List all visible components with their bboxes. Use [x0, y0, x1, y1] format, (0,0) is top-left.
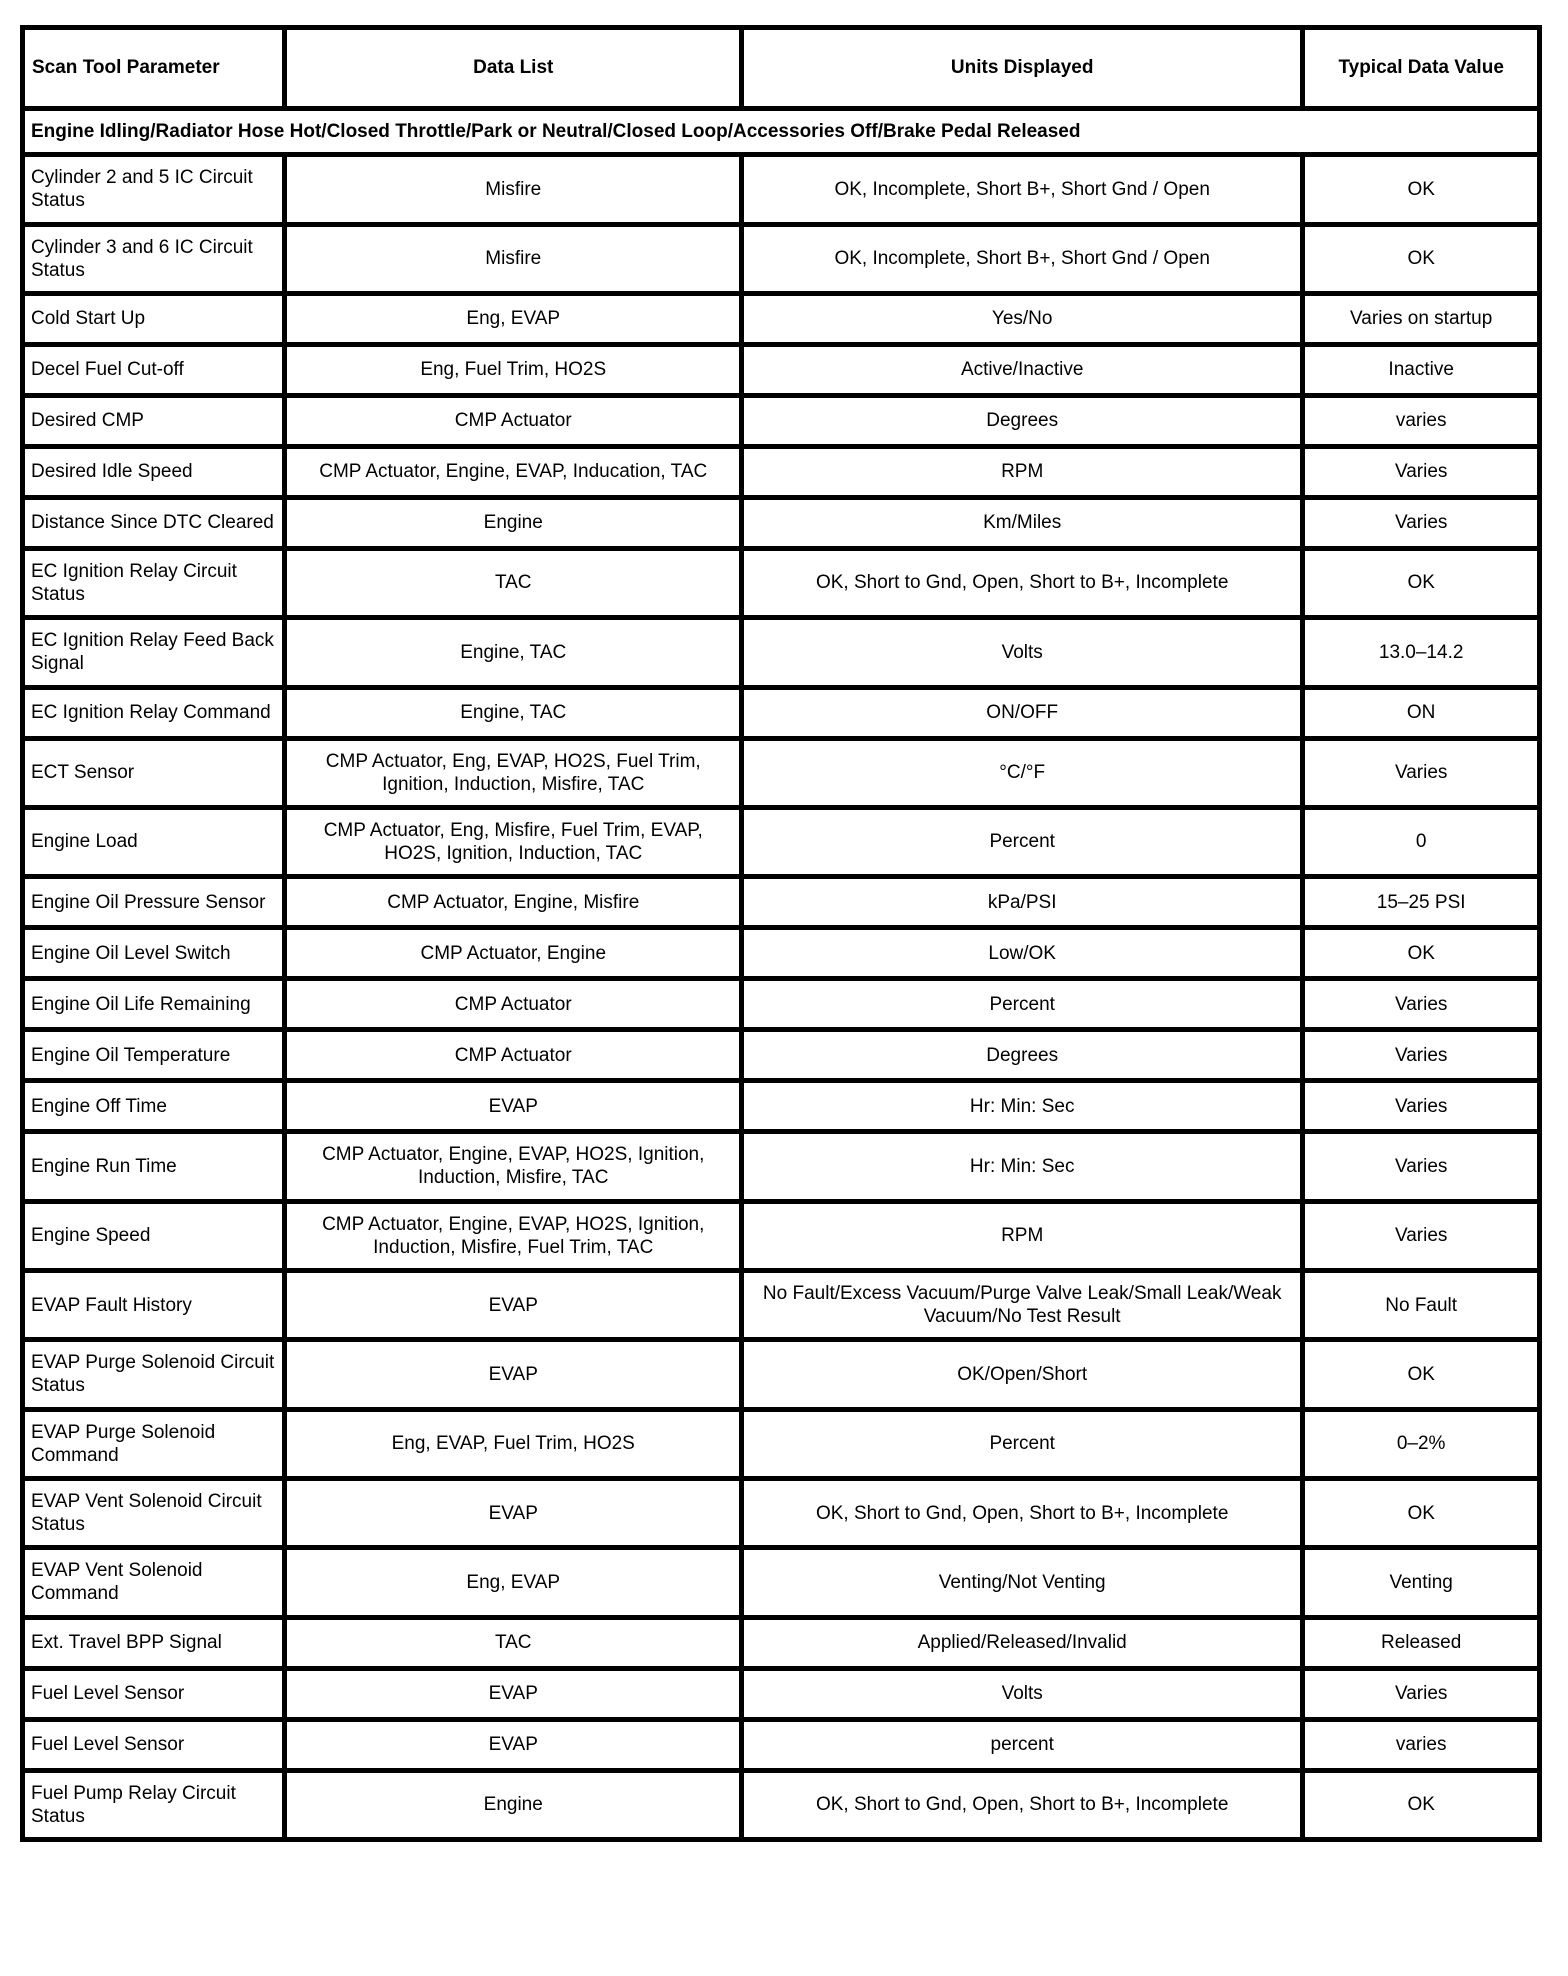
- units-displayed-cell: OK/Open/Short: [742, 1340, 1303, 1409]
- units-displayed-cell: °C/°F: [742, 738, 1303, 807]
- table-row: [23, 344, 1540, 395]
- table-row: [23, 1719, 1540, 1770]
- data-list-cell: EVAP: [285, 1478, 742, 1547]
- table-header-row: [23, 28, 1540, 109]
- typical-data-value-cell: 0–2%: [1303, 1409, 1540, 1478]
- data-list-cell: CMP Actuator, Engine, EVAP, HO2S, Ignition, Induction, Misfire, Fuel Trim, TAC: [285, 1201, 742, 1270]
- table-row: [23, 224, 1540, 293]
- parameter-name-cell: EVAP Fault History: [23, 1270, 285, 1339]
- table-row: [23, 1409, 1540, 1478]
- data-list-cell: Engine, TAC: [285, 687, 742, 738]
- data-list-cell: CMP Actuator: [285, 1030, 742, 1081]
- parameter-name-cell: Engine Oil Pressure Sensor: [23, 877, 285, 928]
- units-displayed-cell: Km/Miles: [742, 497, 1303, 548]
- typical-data-value-cell: Varies: [1303, 979, 1540, 1030]
- units-displayed-cell: Active/Inactive: [742, 344, 1303, 395]
- data-list-cell: EVAP: [285, 1340, 742, 1409]
- parameter-name-cell: Fuel Level Sensor: [23, 1719, 285, 1770]
- units-displayed-cell: Volts: [742, 618, 1303, 687]
- data-list-cell: CMP Actuator, Engine, EVAP, HO2S, Ignition, Induction, Misfire, TAC: [285, 1132, 742, 1201]
- parameter-name-cell: Desired CMP: [23, 395, 285, 446]
- typical-data-value-cell: Varies: [1303, 1201, 1540, 1270]
- parameter-name-cell: EVAP Purge Solenoid Command: [23, 1409, 285, 1478]
- column-header-scan-tool-parameter: Scan Tool Parameter: [23, 28, 285, 109]
- column-header-units-displayed: Units Displayed: [742, 28, 1303, 109]
- units-displayed-cell: RPM: [742, 1201, 1303, 1270]
- data-list-cell: Eng, Fuel Trim, HO2S: [285, 344, 742, 395]
- parameter-name-cell: Decel Fuel Cut-off: [23, 344, 285, 395]
- table-row: [23, 877, 1540, 928]
- parameter-name-cell: Engine Oil Level Switch: [23, 928, 285, 979]
- table-row: [23, 687, 1540, 738]
- units-displayed-cell: No Fault/Excess Vacuum/Purge Valve Leak/Small Leak/Weak Vacuum/No Test Result: [742, 1270, 1303, 1339]
- units-displayed-cell: Yes/No: [742, 293, 1303, 344]
- table-row: [23, 446, 1540, 497]
- data-list-cell: Misfire: [285, 224, 742, 293]
- data-list-cell: TAC: [285, 1617, 742, 1668]
- typical-data-value-cell: varies: [1303, 1719, 1540, 1770]
- data-list-cell: Engine, TAC: [285, 618, 742, 687]
- parameter-name-cell: EVAP Vent Solenoid Circuit Status: [23, 1478, 285, 1547]
- table-row: [23, 1668, 1540, 1719]
- table-row: [23, 548, 1540, 617]
- table-row: [23, 1270, 1540, 1339]
- typical-data-value-cell: Venting: [1303, 1548, 1540, 1617]
- typical-data-value-cell: Inactive: [1303, 344, 1540, 395]
- table-row: [23, 395, 1540, 446]
- units-displayed-cell: OK, Incomplete, Short B+, Short Gnd / Open: [742, 155, 1303, 224]
- units-displayed-cell: percent: [742, 1719, 1303, 1770]
- typical-data-value-cell: varies: [1303, 395, 1540, 446]
- data-list-cell: EVAP: [285, 1719, 742, 1770]
- units-displayed-cell: Hr: Min: Sec: [742, 1132, 1303, 1201]
- units-displayed-cell: Percent: [742, 979, 1303, 1030]
- column-header-data-list: Data List: [285, 28, 742, 109]
- parameter-name-cell: EC Ignition Relay Command: [23, 687, 285, 738]
- table-row: [23, 807, 1540, 876]
- units-displayed-cell: Hr: Min: Sec: [742, 1081, 1303, 1132]
- table-row: [23, 1081, 1540, 1132]
- typical-data-value-cell: Varies: [1303, 738, 1540, 807]
- test-condition-text: Engine Idling/Radiator Hose Hot/Closed Throttle/Park or Neutral/Closed Loop/Accessories Off/Brake Pedal Released: [23, 109, 1540, 155]
- column-header-typical-data-value: Typical Data Value: [1303, 28, 1540, 109]
- typical-data-value-cell: Varies: [1303, 497, 1540, 548]
- typical-data-value-cell: OK: [1303, 1340, 1540, 1409]
- units-displayed-cell: OK, Short to Gnd, Open, Short to B+, Incomplete: [742, 548, 1303, 617]
- data-list-cell: Eng, EVAP: [285, 1548, 742, 1617]
- scan-tool-parameter-table: [20, 25, 1542, 1842]
- parameter-name-cell: Cylinder 2 and 5 IC Circuit Status: [23, 155, 285, 224]
- condition-row: [23, 109, 1540, 155]
- units-displayed-cell: Venting/Not Venting: [742, 1548, 1303, 1617]
- parameter-name-cell: Fuel Level Sensor: [23, 1668, 285, 1719]
- parameter-name-cell: Cylinder 3 and 6 IC Circuit Status: [23, 224, 285, 293]
- data-list-cell: EVAP: [285, 1081, 742, 1132]
- units-displayed-cell: Degrees: [742, 395, 1303, 446]
- data-list-cell: TAC: [285, 548, 742, 617]
- units-displayed-cell: kPa/PSI: [742, 877, 1303, 928]
- parameter-name-cell: Engine Oil Life Remaining: [23, 979, 285, 1030]
- parameter-name-cell: Engine Speed: [23, 1201, 285, 1270]
- table-row: [23, 618, 1540, 687]
- data-list-cell: Eng, EVAP, Fuel Trim, HO2S: [285, 1409, 742, 1478]
- units-displayed-cell: Applied/Released/Invalid: [742, 1617, 1303, 1668]
- parameter-name-cell: Engine Load: [23, 807, 285, 876]
- data-list-cell: Engine: [285, 1770, 742, 1839]
- units-displayed-cell: Degrees: [742, 1030, 1303, 1081]
- typical-data-value-cell: OK: [1303, 1770, 1540, 1839]
- data-list-cell: CMP Actuator, Engine, Misfire: [285, 877, 742, 928]
- data-list-cell: CMP Actuator, Eng, Misfire, Fuel Trim, EVAP, HO2S, Ignition, Induction, TAC: [285, 807, 742, 876]
- data-list-cell: Misfire: [285, 155, 742, 224]
- parameter-name-cell: EVAP Vent Solenoid Command: [23, 1548, 285, 1617]
- typical-data-value-cell: OK: [1303, 928, 1540, 979]
- typical-data-value-cell: OK: [1303, 1478, 1540, 1547]
- table-row: [23, 928, 1540, 979]
- parameter-name-cell: ECT Sensor: [23, 738, 285, 807]
- parameter-name-cell: EC Ignition Relay Circuit Status: [23, 548, 285, 617]
- data-list-cell: Eng, EVAP: [285, 293, 742, 344]
- units-displayed-cell: Low/OK: [742, 928, 1303, 979]
- data-list-cell: CMP Actuator: [285, 979, 742, 1030]
- table-row: [23, 1201, 1540, 1270]
- table-row: [23, 738, 1540, 807]
- table-row: [23, 497, 1540, 548]
- data-list-cell: CMP Actuator, Engine: [285, 928, 742, 979]
- units-displayed-cell: Percent: [742, 807, 1303, 876]
- table-row: [23, 1770, 1540, 1839]
- typical-data-value-cell: OK: [1303, 155, 1540, 224]
- units-displayed-cell: OK, Short to Gnd, Open, Short to B+, Incomplete: [742, 1478, 1303, 1547]
- units-displayed-cell: OK, Incomplete, Short B+, Short Gnd / Open: [742, 224, 1303, 293]
- units-displayed-cell: Percent: [742, 1409, 1303, 1478]
- table-row: [23, 1030, 1540, 1081]
- typical-data-value-cell: Varies: [1303, 1132, 1540, 1201]
- data-list-cell: Engine: [285, 497, 742, 548]
- parameter-name-cell: EVAP Purge Solenoid Circuit Status: [23, 1340, 285, 1409]
- parameter-name-cell: EC Ignition Relay Feed Back Signal: [23, 618, 285, 687]
- typical-data-value-cell: Varies: [1303, 1668, 1540, 1719]
- typical-data-value-cell: No Fault: [1303, 1270, 1540, 1339]
- units-displayed-cell: Volts: [742, 1668, 1303, 1719]
- parameter-name-cell: Fuel Pump Relay Circuit Status: [23, 1770, 285, 1839]
- parameter-name-cell: Desired Idle Speed: [23, 446, 285, 497]
- parameter-name-cell: Engine Off Time: [23, 1081, 285, 1132]
- data-list-cell: CMP Actuator, Eng, EVAP, HO2S, Fuel Trim, Ignition, Induction, Misfire, TAC: [285, 738, 742, 807]
- typical-data-value-cell: 0: [1303, 807, 1540, 876]
- parameter-name-cell: Engine Run Time: [23, 1132, 285, 1201]
- typical-data-value-cell: Varies: [1303, 446, 1540, 497]
- table-row: [23, 1132, 1540, 1201]
- units-displayed-cell: OK, Short to Gnd, Open, Short to B+, Incomplete: [742, 1770, 1303, 1839]
- parameter-name-cell: Ext. Travel BPP Signal: [23, 1617, 285, 1668]
- data-list-cell: EVAP: [285, 1668, 742, 1719]
- table-row: [23, 293, 1540, 344]
- units-displayed-cell: ON/OFF: [742, 687, 1303, 738]
- typical-data-value-cell: Released: [1303, 1617, 1540, 1668]
- typical-data-value-cell: OK: [1303, 548, 1540, 617]
- typical-data-value-cell: ON: [1303, 687, 1540, 738]
- data-list-cell: EVAP: [285, 1270, 742, 1339]
- typical-data-value-cell: OK: [1303, 224, 1540, 293]
- table-row: [23, 1340, 1540, 1409]
- typical-data-value-cell: Varies: [1303, 1030, 1540, 1081]
- table-row: [23, 1617, 1540, 1668]
- typical-data-value-cell: 13.0–14.2: [1303, 618, 1540, 687]
- parameter-name-cell: Cold Start Up: [23, 293, 285, 344]
- units-displayed-cell: RPM: [742, 446, 1303, 497]
- typical-data-value-cell: Varies on startup: [1303, 293, 1540, 344]
- typical-data-value-cell: Varies: [1303, 1081, 1540, 1132]
- parameter-name-cell: Distance Since DTC Cleared: [23, 497, 285, 548]
- table-row: [23, 1548, 1540, 1617]
- table-row: [23, 979, 1540, 1030]
- table-row: [23, 155, 1540, 224]
- typical-data-value-cell: 15–25 PSI: [1303, 877, 1540, 928]
- parameter-name-cell: Engine Oil Temperature: [23, 1030, 285, 1081]
- data-list-cell: CMP Actuator: [285, 395, 742, 446]
- table-row: [23, 1478, 1540, 1547]
- data-list-cell: CMP Actuator, Engine, EVAP, Inducation, TAC: [285, 446, 742, 497]
